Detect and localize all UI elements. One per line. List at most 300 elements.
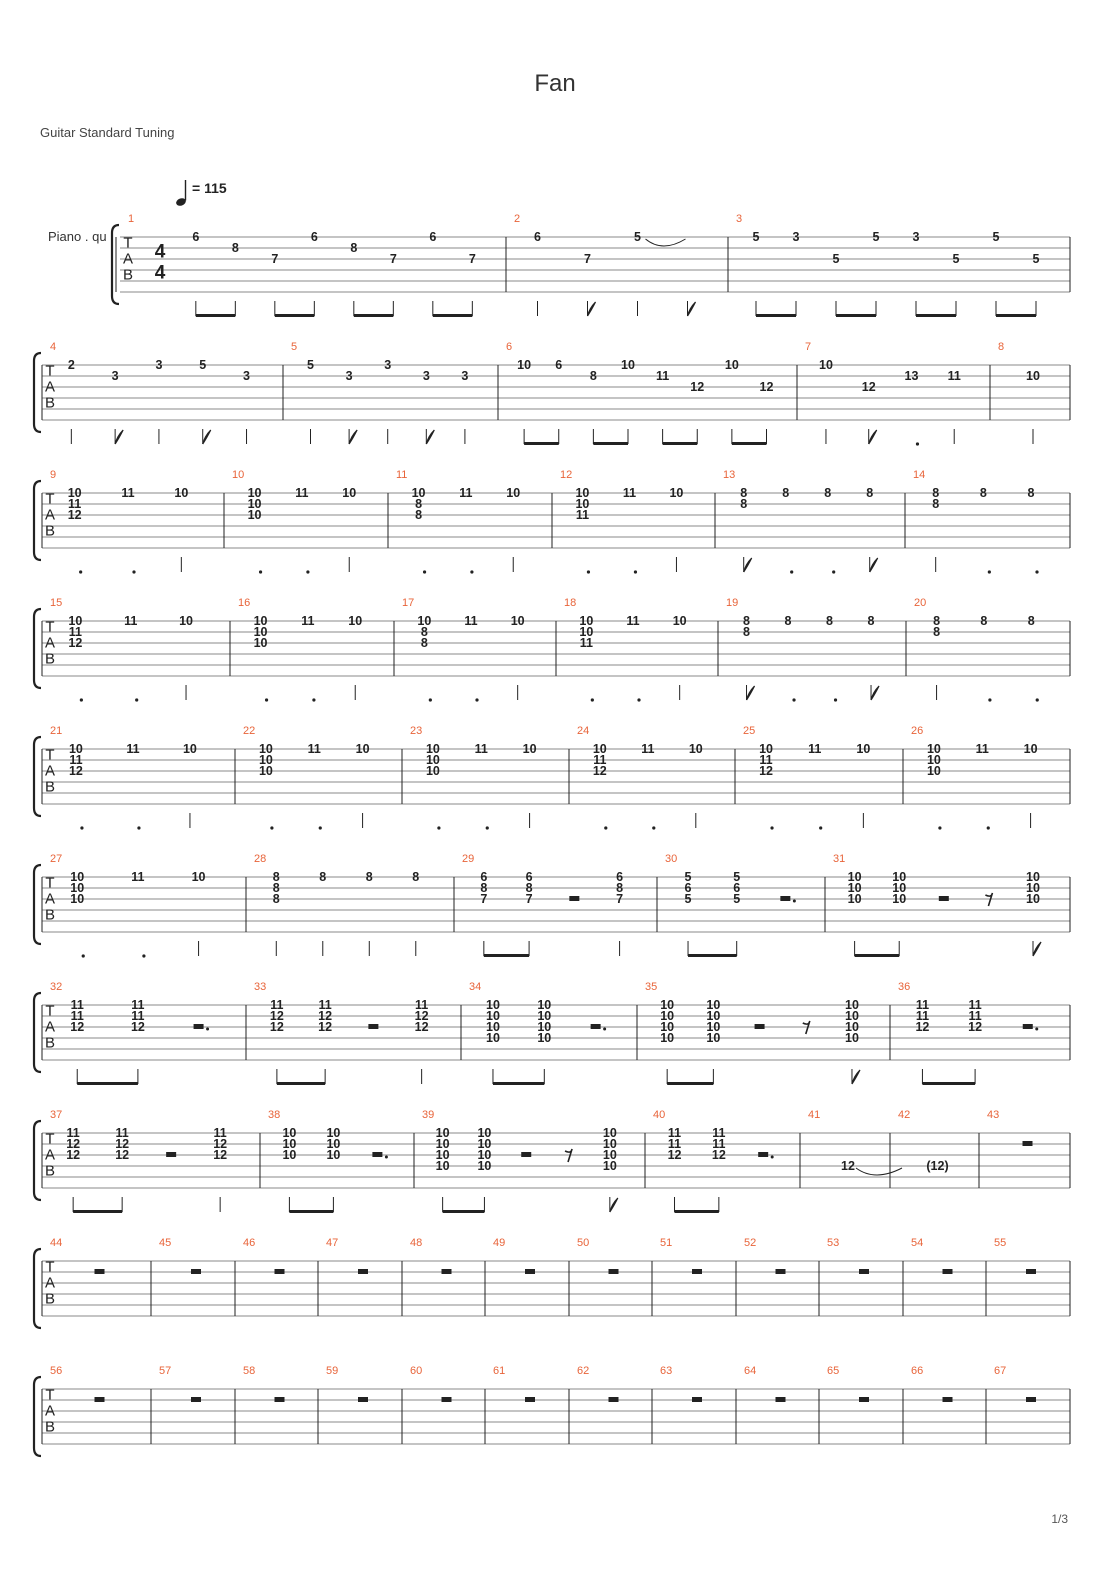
fret-number: 10 <box>856 742 871 756</box>
fret-number: 10 <box>592 742 607 756</box>
fret-number: 10 <box>1026 881 1040 895</box>
fret-number: 11 <box>968 1009 982 1023</box>
fret-number: 11 <box>975 742 989 756</box>
fret-number: 11 <box>474 742 488 756</box>
duration-dot <box>470 570 473 573</box>
measure-number: 45 <box>159 1237 172 1249</box>
fret-number: 3 <box>243 369 251 383</box>
note-beam <box>493 1082 544 1085</box>
measure-number: 42 <box>898 1109 911 1121</box>
measure-number: 8 <box>998 341 1005 353</box>
fret-number: 10 <box>342 486 357 500</box>
fret-number: 12 <box>414 1020 429 1034</box>
fret-number: 11 <box>68 625 82 639</box>
tab-clef-letter: T <box>45 874 55 892</box>
fret-number: 11 <box>641 742 655 756</box>
duration-dot <box>135 698 138 701</box>
duration-dot <box>819 826 822 829</box>
whole-rest <box>442 1397 452 1402</box>
fret-number: 8 <box>782 486 790 500</box>
rest-dot <box>206 1028 209 1031</box>
fret-number: 5 <box>752 230 760 244</box>
note-flag <box>610 1198 618 1212</box>
duration-dot <box>832 570 835 573</box>
fret-number: 11 <box>459 486 473 500</box>
fret-number: 11 <box>213 1126 227 1140</box>
fret-number: 11 <box>121 486 135 500</box>
duration-dot <box>604 826 607 829</box>
whole-rest <box>859 1269 869 1274</box>
duration-dot <box>587 570 590 573</box>
note-beam <box>289 1210 333 1213</box>
duration-dot <box>834 698 837 701</box>
fret-number: 11 <box>622 486 637 500</box>
fret-number: 8 <box>420 625 428 639</box>
fret-number: 10 <box>70 892 85 906</box>
tab-clef-letter: B <box>44 778 56 796</box>
fret-number: 5 <box>1032 252 1040 266</box>
measure-number: 40 <box>653 1109 666 1121</box>
measure-number: 38 <box>268 1109 281 1121</box>
note-flag <box>588 302 596 316</box>
fret-number: 2 <box>67 358 75 372</box>
note-beam <box>996 314 1036 317</box>
note-beam <box>196 314 236 317</box>
whole-rest <box>776 1269 786 1274</box>
fret-number: 11 <box>295 486 309 500</box>
measure-number: 32 <box>50 981 63 993</box>
fret-number: 12 <box>318 1020 333 1034</box>
fret-number: 10 <box>247 497 262 511</box>
measure-number: 64 <box>744 1365 757 1377</box>
fret-number: 10 <box>688 742 703 756</box>
fret-number: 6 <box>555 358 563 372</box>
fret-number: 3 <box>912 230 920 244</box>
note-flag <box>870 558 878 572</box>
duration-dot <box>475 698 478 701</box>
note-flag <box>871 686 879 700</box>
measure-number: 37 <box>50 1109 63 1121</box>
measure-number: 4 <box>50 341 57 353</box>
time-signature-top: 4 <box>154 241 166 263</box>
measure-number: 51 <box>660 1237 673 1249</box>
note-flag <box>203 430 211 444</box>
system-bracket <box>34 993 41 1072</box>
fret-number: 8 <box>743 625 751 639</box>
rest-dot <box>793 900 796 903</box>
duration-dot <box>1036 698 1039 701</box>
whole-rest <box>525 1397 535 1402</box>
note-beam <box>73 1210 122 1213</box>
fret-number: 10 <box>68 742 83 756</box>
duration-dot <box>792 698 795 701</box>
tab-clef-letter: A <box>44 634 56 652</box>
fret-number: 10 <box>435 1137 450 1151</box>
fret-number: 8 <box>824 486 832 500</box>
measure-number: 17 <box>402 597 415 609</box>
fret-number: 12 <box>711 1148 726 1162</box>
measure-number: 43 <box>987 1109 1000 1121</box>
fret-number: 5 <box>872 230 880 244</box>
whole-rest <box>191 1269 201 1274</box>
fret-number: 10 <box>486 1031 500 1045</box>
half-rest <box>758 1152 768 1157</box>
system-bracket <box>34 865 41 944</box>
measure-number: 23 <box>410 725 423 737</box>
fret-number: 10 <box>435 1148 450 1162</box>
tab-clef-letter: T <box>45 362 55 380</box>
measure-number: 24 <box>577 725 590 737</box>
whole-rest <box>859 1397 869 1402</box>
whole-rest <box>275 1269 285 1274</box>
fret-number: 10 <box>602 1159 617 1173</box>
fret-number: 11 <box>759 753 773 767</box>
fret-number: 10 <box>253 625 268 639</box>
fret-number: 10 <box>1026 892 1040 906</box>
fret-number: 10 <box>326 1148 341 1162</box>
note-beam <box>836 314 876 317</box>
whole-rest <box>95 1397 105 1402</box>
fret-number: 8 <box>350 241 358 255</box>
fret-number: 10 <box>1026 369 1040 383</box>
duration-dot <box>916 442 919 445</box>
fret-number: 8 <box>1027 486 1035 500</box>
duration-dot <box>137 826 140 829</box>
fret-number: 10 <box>486 998 500 1012</box>
tab-clef-letter: A <box>44 890 56 908</box>
fret-number: 10 <box>602 1137 617 1151</box>
fret-number: 3 <box>345 369 353 383</box>
fret-number: 10 <box>602 1126 617 1140</box>
fret-number: 10 <box>706 1020 721 1034</box>
note-beam <box>77 1082 138 1085</box>
fret-number: 10 <box>435 1159 450 1173</box>
fret-number: 11 <box>579 636 593 650</box>
note-flag <box>1033 942 1041 956</box>
duration-dot <box>988 570 991 573</box>
fret-number: 11 <box>70 1009 84 1023</box>
fret-number: 12 <box>68 636 83 650</box>
duration-dot <box>652 826 655 829</box>
fret-number: 12 <box>130 1020 145 1034</box>
whole-rest <box>525 1269 535 1274</box>
duration-dot <box>486 826 489 829</box>
measure-number: 25 <box>743 725 756 737</box>
fret-number: 8 <box>743 614 751 628</box>
fret-number: 10 <box>660 1020 675 1034</box>
duration-dot <box>306 570 309 573</box>
fret-number: 11 <box>712 1137 726 1151</box>
fret-number: 6 <box>480 870 488 884</box>
tab-clef-letter: A <box>44 506 56 524</box>
measure-number: 9 <box>50 469 57 481</box>
fret-number: 5 <box>733 892 741 906</box>
fret-number: 11 <box>667 1137 682 1151</box>
fret-number: 10 <box>326 1137 341 1151</box>
half-rest <box>939 896 949 901</box>
measure-number: 63 <box>660 1365 673 1377</box>
fret-number: 10 <box>660 1009 675 1023</box>
measure-number: 48 <box>410 1237 423 1249</box>
tie-arc <box>856 1168 902 1175</box>
fret-number: 3 <box>792 230 800 244</box>
fret-number: 8 <box>1027 614 1035 628</box>
measure-number: 26 <box>911 725 924 737</box>
measure-number: 59 <box>326 1365 339 1377</box>
fret-number: 10 <box>253 636 268 650</box>
measure-number: 46 <box>243 1237 256 1249</box>
note-beam <box>433 314 473 317</box>
fret-number: 12 <box>759 380 774 394</box>
half-rest <box>166 1152 176 1157</box>
rest-dot <box>1035 1028 1038 1031</box>
fret-number: 10 <box>326 1126 341 1140</box>
fret-number: 11 <box>69 753 83 767</box>
fret-number: 10 <box>926 753 941 767</box>
note-beam <box>484 954 529 957</box>
fret-number: 11 <box>270 998 284 1012</box>
fret-number: 10 <box>67 486 82 500</box>
fret-number: 11 <box>301 614 315 628</box>
tuning-label: Guitar Standard Tuning <box>40 125 175 140</box>
half-rest <box>569 896 579 901</box>
fret-number: 10 <box>282 1148 297 1162</box>
fret-number: 10 <box>425 764 440 778</box>
fret-number: 11 <box>667 1126 682 1140</box>
tab-clef-letter: B <box>44 394 56 412</box>
measure-number: 41 <box>808 1109 821 1121</box>
fret-number: 10 <box>477 1137 492 1151</box>
fret-number: 10 <box>660 998 675 1012</box>
measure-number: 31 <box>833 853 846 865</box>
note-flag <box>744 558 752 572</box>
fret-number: 10 <box>579 625 594 639</box>
fret-number: 10 <box>477 1126 492 1140</box>
fret-number: 11 <box>115 1126 129 1140</box>
fret-number: 11 <box>307 742 321 756</box>
half-rest <box>368 1024 378 1029</box>
measure-number: 50 <box>577 1237 590 1249</box>
tab-clef-letter: T <box>45 490 55 508</box>
measure-number: 49 <box>493 1237 506 1249</box>
whole-rest <box>191 1397 201 1402</box>
fret-number: 10 <box>892 881 907 895</box>
fret-number: 6 <box>310 230 318 244</box>
half-rest <box>194 1024 204 1029</box>
fret-number: 10 <box>1026 870 1040 884</box>
fret-number: 12 <box>759 764 773 778</box>
note-beam <box>675 1210 719 1213</box>
fret-number: 8 <box>979 486 987 500</box>
fret-number: 10 <box>411 486 426 500</box>
measure-number: 6 <box>506 341 513 353</box>
fret-number: 10 <box>258 753 273 767</box>
fret-number: 7 <box>616 892 624 906</box>
fret-number: 12 <box>667 1148 682 1162</box>
fret-number: 10 <box>258 742 273 756</box>
fret-number: 12 <box>690 380 705 394</box>
fret-number: 10 <box>892 870 907 884</box>
measure-number: 53 <box>827 1237 840 1249</box>
duration-dot <box>634 570 637 573</box>
fret-number: 3 <box>384 358 392 372</box>
fret-number: 12 <box>861 380 876 394</box>
note-beam <box>922 1082 975 1085</box>
fret-number: 7 <box>525 892 533 906</box>
tempo-value: = 115 <box>192 180 227 196</box>
fret-number: 8 <box>420 636 428 650</box>
fret-number: 11 <box>626 614 640 628</box>
page-indicator: 1/3 <box>1051 1512 1068 1526</box>
duration-dot <box>265 698 268 701</box>
tab-clef-letter: T <box>45 1002 55 1020</box>
rest-dot <box>603 1028 606 1031</box>
duration-dot <box>423 570 426 573</box>
measure-number: 52 <box>744 1237 757 1249</box>
measure-number: 19 <box>726 597 739 609</box>
fret-number: 10 <box>602 1148 617 1162</box>
note-beam <box>593 442 628 445</box>
fret-number: 8 <box>589 369 597 383</box>
fret-number: 3 <box>422 369 430 383</box>
fret-number: 12 <box>66 1148 81 1162</box>
fret-number: 8 <box>933 614 941 628</box>
tab-clef-letter: A <box>44 378 56 396</box>
fret-number: 12 <box>70 1020 85 1034</box>
fret-number: 12 <box>213 1137 228 1151</box>
fret-number: 5 <box>733 870 741 884</box>
note-beam <box>756 314 796 317</box>
note-beam <box>688 954 737 957</box>
fret-number: 3 <box>461 369 469 383</box>
fret-number: 6 <box>534 230 541 244</box>
fret-number: 5 <box>634 230 641 244</box>
duration-dot <box>259 570 262 573</box>
fret-number: 11 <box>124 614 138 628</box>
fret-number: 12 <box>115 1148 130 1162</box>
measure-number: 65 <box>827 1365 840 1377</box>
fret-number: 10 <box>510 614 525 628</box>
fret-number: 8 <box>272 870 280 884</box>
measure-number: 2 <box>514 213 521 225</box>
fret-number: 10 <box>660 1031 675 1045</box>
measure-number: 20 <box>914 597 927 609</box>
whole-rest <box>943 1397 953 1402</box>
fret-number: 5 <box>684 870 692 884</box>
duration-dot <box>82 954 85 957</box>
fret-number: 3 <box>111 369 119 383</box>
fret-number: 10 <box>706 1009 721 1023</box>
fret-number: 10 <box>70 870 85 884</box>
fret-number: 10 <box>179 614 193 628</box>
whole-rest <box>1026 1397 1036 1402</box>
fret-number: 8 <box>412 870 420 884</box>
fret-number: 10 <box>537 998 552 1012</box>
fret-number: 10 <box>575 486 590 500</box>
note-flag <box>869 430 877 444</box>
fret-number: 10 <box>282 1126 297 1140</box>
fret-number: 6 <box>733 881 741 895</box>
duration-dot <box>987 826 990 829</box>
duration-dot <box>437 826 440 829</box>
half-rest <box>780 896 790 901</box>
measure-number: 44 <box>50 1237 63 1249</box>
fret-number: 5 <box>307 358 314 372</box>
measure-number: 61 <box>493 1365 506 1377</box>
fret-number: 10 <box>537 1031 552 1045</box>
system-bracket <box>34 1377 41 1456</box>
measure-number: 21 <box>50 725 63 737</box>
measure-number: 5 <box>291 341 298 353</box>
fret-number: 11 <box>68 497 82 511</box>
fret-number: 10 <box>68 614 83 628</box>
fret-number: 10 <box>537 1009 552 1023</box>
fret-number: 10 <box>247 486 262 500</box>
fret-number: 8 <box>616 881 624 895</box>
tab-clef-letter: B <box>44 1418 56 1436</box>
fret-number: 8 <box>480 881 488 895</box>
measure-number: 33 <box>254 981 267 993</box>
fret-number: 11 <box>415 998 429 1012</box>
fret-number: 10 <box>191 870 206 884</box>
fret-number: 10 <box>425 753 440 767</box>
duration-dot <box>79 570 82 573</box>
instrument-label: Piano . qu <box>48 229 107 244</box>
half-rest <box>755 1024 765 1029</box>
fret-number: 7 <box>271 252 279 266</box>
whole-rest <box>1023 1141 1033 1146</box>
system-bracket <box>34 1121 41 1200</box>
note-beam <box>524 442 559 445</box>
measure-number: 11 <box>396 469 408 481</box>
fret-number: 12 <box>67 508 82 522</box>
fret-number: 10 <box>845 1031 859 1045</box>
fret-number: 10 <box>621 358 635 372</box>
measure-number: 15 <box>50 597 63 609</box>
fret-number: 10 <box>926 742 941 756</box>
system-bracket <box>34 737 41 816</box>
measure-number: 16 <box>238 597 251 609</box>
tab-clef-letter: T <box>45 746 55 764</box>
time-signature-bottom: 4 <box>154 262 166 284</box>
fret-number: 10 <box>182 742 197 756</box>
fret-number: 10 <box>258 764 273 778</box>
fret-number: 5 <box>952 252 960 266</box>
fret-number: 11 <box>66 1126 80 1140</box>
fret-number: 11 <box>712 1126 726 1140</box>
fret-number: 10 <box>706 998 721 1012</box>
fret-number: 12 <box>841 1159 855 1173</box>
duration-dot <box>938 826 941 829</box>
fret-number: 5 <box>992 230 1000 244</box>
fret-number: 11 <box>70 998 84 1012</box>
fret-number: 6 <box>525 870 533 884</box>
tab-clef-letter: A <box>44 762 56 780</box>
fret-number: 8 <box>866 486 874 500</box>
measure-number: 39 <box>422 1109 435 1121</box>
measure-number: 7 <box>805 341 812 353</box>
half-rest <box>372 1152 382 1157</box>
measure-number: 18 <box>564 597 577 609</box>
fret-number: 6 <box>192 230 200 244</box>
fret-number: 8 <box>231 241 239 255</box>
measure-number: 1 <box>128 213 135 225</box>
fret-number: 8 <box>980 614 988 628</box>
fret-number: 10 <box>706 1031 721 1045</box>
whole-rest <box>943 1269 953 1274</box>
fret-number: 10 <box>926 764 941 778</box>
measure-number: 62 <box>577 1365 590 1377</box>
